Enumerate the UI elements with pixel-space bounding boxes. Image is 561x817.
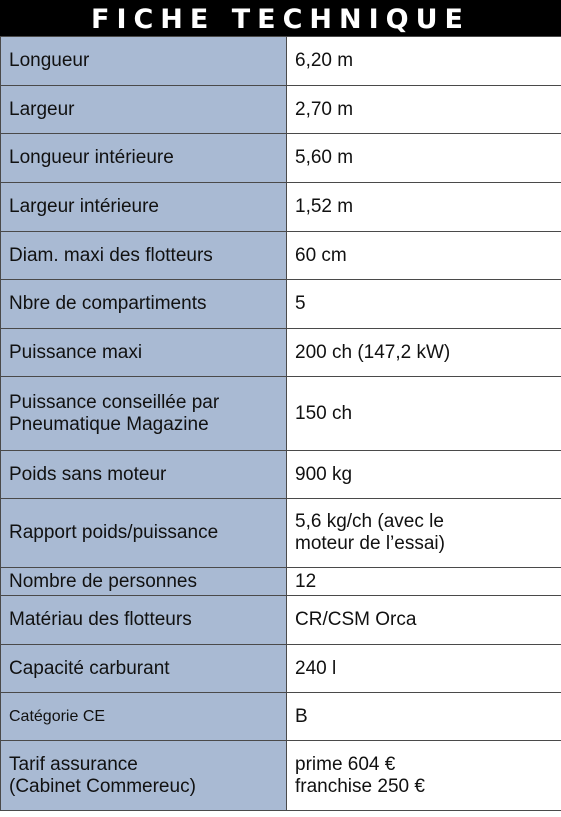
row-label-largeur: Largeur xyxy=(1,86,287,134)
row-label-materiau: Matériau des flotteurs xyxy=(1,596,287,645)
row-value-rapport xyxy=(287,499,561,568)
table-row xyxy=(1,596,561,645)
table-row xyxy=(1,499,561,568)
row-label-diam-flotteurs: Diam. maxi des flotteurs xyxy=(1,232,287,280)
row-value-text: prime 604 € franchise 250 € xyxy=(295,753,425,797)
table-row xyxy=(1,693,561,741)
table-row xyxy=(1,37,561,86)
table-row xyxy=(1,377,561,451)
row-value-longueur-interieure: 5,60 m xyxy=(287,134,561,183)
row-value-materiau: CR/CSM Orca xyxy=(287,596,561,645)
row-label-poids: Poids sans moteur xyxy=(1,451,287,499)
row-label-longueur-interieure: Longueur intérieure xyxy=(1,134,287,183)
row-label-puissance-maxi: Puissance maxi xyxy=(1,329,287,377)
row-label-rapport: Rapport poids/puissance xyxy=(1,499,287,568)
row-label-largeur-interieure: Largeur intérieure xyxy=(1,183,287,232)
row-label-longueur: Longueur xyxy=(1,37,287,86)
row-value-personnes: 12 xyxy=(287,568,561,596)
row-label-text: Tarif assurance (Cabinet Commereuc) xyxy=(9,753,196,797)
row-value-categorie: B xyxy=(287,693,561,741)
table-row xyxy=(1,741,561,811)
row-label-text: Puissance conseillée par Pneumatique Magazine xyxy=(9,391,220,435)
row-value-longueur: 6,20 m xyxy=(287,37,561,86)
row-label-compartiments: Nbre de compartiments xyxy=(1,280,287,329)
table-row xyxy=(1,329,561,377)
row-label-puissance-conseillee xyxy=(1,377,287,451)
row-label-tarif xyxy=(1,741,287,811)
sheet-title: FICHE TECHNIQUE xyxy=(0,0,561,36)
row-value-text: 5,6 kg/ch (avec le moteur de l’essai) xyxy=(295,511,445,554)
row-value-largeur: 2,70 m xyxy=(287,86,561,134)
table-row xyxy=(1,134,561,183)
table-row xyxy=(1,86,561,134)
table-row xyxy=(1,568,561,596)
row-value-poids: 900 kg xyxy=(287,451,561,499)
table-row xyxy=(1,451,561,499)
row-value-tarif xyxy=(287,741,561,811)
row-label-personnes: Nombre de personnes xyxy=(1,568,287,596)
table-row xyxy=(1,183,561,232)
row-value-puissance-conseillee: 150 ch xyxy=(287,377,561,451)
row-label-categorie: Catégorie CE xyxy=(1,693,287,741)
row-value-carburant: 240 l xyxy=(287,645,561,693)
table-row xyxy=(1,232,561,280)
spec-table xyxy=(0,36,561,811)
table-row xyxy=(1,280,561,329)
row-value-compartiments: 5 xyxy=(287,280,561,329)
table-row xyxy=(1,645,561,693)
row-value-largeur-interieure: 1,52 m xyxy=(287,183,561,232)
row-value-puissance-maxi: 200 ch (147,2 kW) xyxy=(287,329,561,377)
row-label-carburant: Capacité carburant xyxy=(1,645,287,693)
row-value-diam-flotteurs: 60 cm xyxy=(287,232,561,280)
